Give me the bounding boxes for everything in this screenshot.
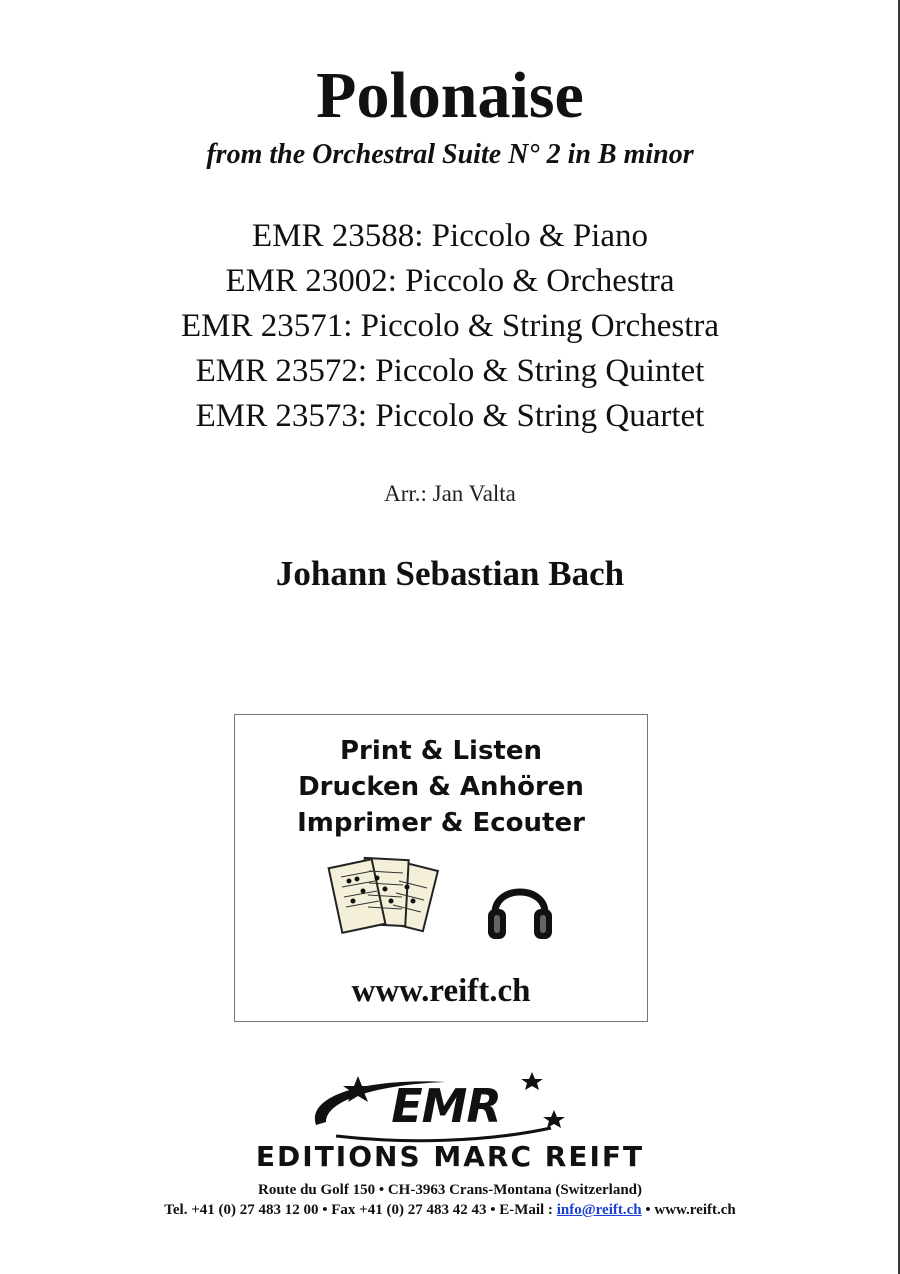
- sheet-music-icon: [327, 851, 457, 947]
- arranger-credit: Arr.: Jan Valta: [384, 481, 516, 506]
- promo-text: [235, 733, 647, 841]
- svg-text:EMR: EMR: [391, 1079, 501, 1133]
- composer-name: Johann Sebastian Bach: [275, 554, 625, 593]
- emr-logo: [296, 1070, 596, 1150]
- page-title: Polonaise: [316, 59, 584, 132]
- publisher-contact: [0, 1200, 900, 1220]
- edition-item: EMR 23571: Piccolo & String Orchestra: [180, 308, 720, 344]
- edition-item: EMR 23572: Piccolo & String Quintet: [195, 353, 705, 389]
- publisher-address: Route du Golf 150 • CH-3963 Crans-Montana (Switzerland): [258, 1182, 642, 1198]
- edition-item: EMR 23573: Piccolo & String Quartet: [195, 398, 705, 434]
- promo-line: Imprimer & Ecouter: [297, 808, 585, 838]
- publisher-name: EDITIONS MARC REIFT: [255, 1140, 645, 1173]
- promo-url[interactable]: www.reift.ch: [351, 973, 531, 1009]
- promo-line: Print & Listen: [339, 736, 543, 766]
- email-link[interactable]: info@reift.ch: [556, 1202, 642, 1218]
- page-subtitle: from the Orchestral Suite N° 2 in B minor: [206, 139, 694, 170]
- print-listen-box: [234, 714, 648, 1022]
- edition-item: EMR 23002: Piccolo & Orchestra: [225, 263, 675, 299]
- contact-phone-fax: Tel. +41 (0) 27 483 12 00 • Fax +41 (0) 27 483 42 43 • E-Mail :: [164, 1202, 557, 1218]
- promo-line: Drucken & Anhören: [298, 772, 584, 802]
- contact-website: • www.reift.ch: [641, 1202, 736, 1218]
- edition-item: EMR 23588: Piccolo & Piano: [252, 218, 648, 254]
- headphones-icon: [485, 871, 555, 945]
- edition-list: [0, 214, 900, 439]
